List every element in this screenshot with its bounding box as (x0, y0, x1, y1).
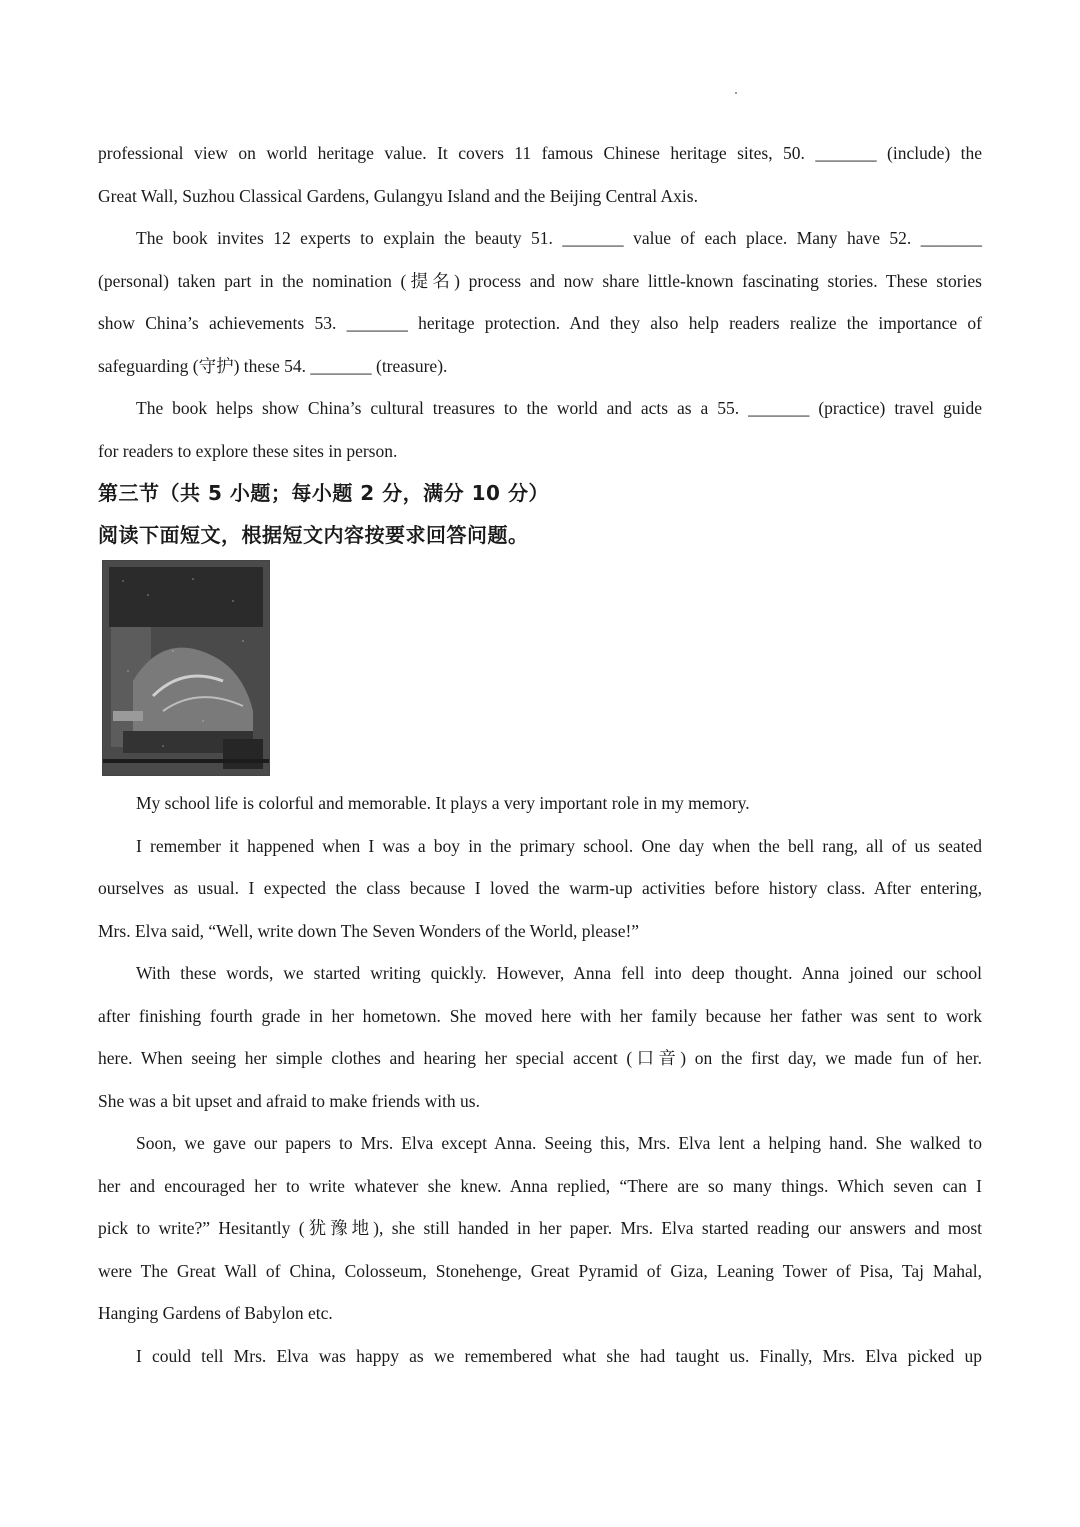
text-line: My school life is colorful and memorable. It plays a very important role in my memory. (136, 793, 750, 813)
section-instruction: 阅读下面短文，根据短文内容按要求回答问题。 (98, 523, 529, 547)
document-page (98, 132, 982, 1377)
text-line: after finishing fourth grade in her hometown. She moved here with her family because her father was sent to work (98, 1005, 982, 1026)
text-line: were The Great Wall of China, Colosseum, Stonehenge, Great Pyramid of Giza, Leaning Tower of Pisa, Taj Mahal, (98, 1260, 982, 1281)
text-line: here. When seeing her simple clothes and hearing her special accent (口音) on the first day, we made fun of her. (98, 1048, 982, 1068)
text-line: pick to write?” Hesitantly (犹豫地), she still handed in her paper. Mrs. Elva started reading our answers and most (98, 1218, 982, 1238)
passage-b-paragraph-1 (98, 782, 982, 825)
text-line: safeguarding (守护) these 54. _______ (treasure). (98, 355, 448, 376)
text-line: Great Wall, Suzhou Classical Gardens, Gulangyu Island and the Beijing Central Axis. (98, 185, 698, 206)
illustration-sketch (103, 561, 269, 775)
text-line: (personal) taken part in the nomination (提名) process and now share little-known fascinating stories. These stories (98, 270, 982, 291)
text-line: The book invites 12 experts to explain the beauty 51. _______ value of each place. Many have 52. _______ (136, 228, 982, 248)
text-line: The book helps show China’s cultural treasures to the world and acts as a 55. _______ (practice) travel guide (136, 398, 982, 418)
text-line: I could tell Mrs. Elva was happy as we remembered what she had taught us. Finally, Mrs. Elva picked up (136, 1345, 982, 1366)
passage-a-paragraph-1 (98, 132, 982, 217)
text-line: Mrs. Elva said, “Well, write down The Seven Wonders of the World, please!” (98, 920, 640, 941)
passage-b-paragraph-5 (98, 1335, 982, 1378)
scan-speck (735, 92, 737, 94)
text-line: for readers to explore these sites in person. (98, 440, 398, 461)
text-line: She was a bit upset and afraid to make friends with us. (98, 1090, 480, 1111)
text-line: With these words, we started writing quickly. However, Anna fell into deep thought. Anna joined our school (136, 963, 982, 983)
text-line: Hanging Gardens of Babylon etc. (98, 1303, 333, 1323)
passage-b-paragraph-3 (98, 952, 982, 1122)
text-line: Soon, we gave our papers to Mrs. Elva except Anna. Seeing this, Mrs. Elva lent a helping hand. She walked to (136, 1133, 982, 1153)
text-line: professional view on world heritage value. It covers 11 famous Chinese heritage sites, 50. _______ (include) the (98, 143, 982, 163)
passage-b-paragraph-4 (98, 1122, 982, 1335)
classroom-illustration (102, 560, 270, 776)
text-line: show China’s achievements 53. _______ heritage protection. And they also help readers realize the importance of (98, 313, 982, 333)
passage-b-paragraph-2 (98, 825, 982, 953)
passage-a-paragraph-2 (98, 217, 982, 387)
passage-a-paragraph-3 (98, 387, 982, 472)
text-line: ourselves as usual. I expected the class because I loved the warm-up activities before history class. After entering, (98, 878, 982, 898)
text-line: her and encouraged her to write whatever she knew. Anna replied, “There are so many things. Which seven can I (98, 1175, 982, 1196)
text-line: I remember it happened when I was a boy in the primary school. One day when the bell rang, all of us seated (136, 835, 982, 856)
section-title: 第三节（共 5 小题；每小题 2 分，满分 10 分） (98, 481, 549, 505)
